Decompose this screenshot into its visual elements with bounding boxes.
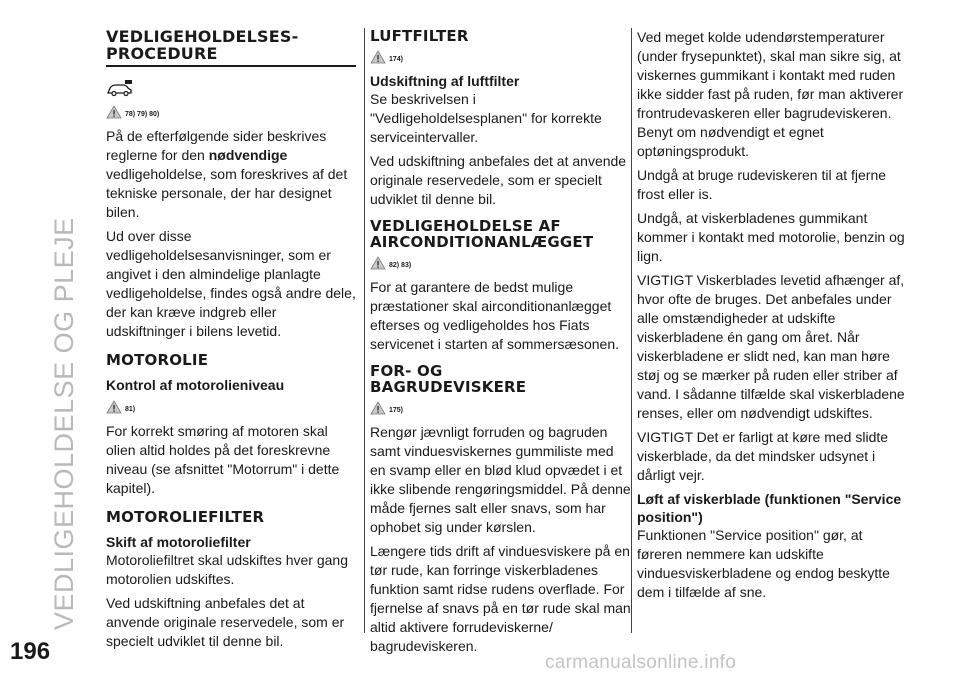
engine-oil-paragraph: For korrekt smøring af motoren skal olien altid holdes på det foreskrevne niveau (se afsnittet "Motorrum" i dette kapitel).: [106, 423, 340, 496]
warning-reference: [106, 103, 356, 121]
column-2: [370, 28, 632, 661]
maintenance-paragraph-1: [106, 127, 356, 222]
side-chapter-title-text: VEDLIGEHOLDELSE OG PLEJE: [48, 217, 79, 630]
engine-oil-title: MOTOROLIE: [106, 351, 209, 369]
text-span: På de efterfølgende sider beskrives reglerne for den: [106, 128, 327, 163]
air-filter-paragraph-2: Ved udskiftning anbefales det at anvende originale reservedele, som er specielt udviklet til denne bil.: [370, 153, 627, 207]
wipers-oil-paragraph: Undgå, at viskerbladenes gummikant kommer i kontakt med motorolie, benzin og lign.: [637, 210, 905, 264]
wipers-lifetime-paragraph: VIGTIGT Viskerblades levetid afhænger af, hvor ofte de bruges. Det anbefales under alle omstændigheder at udskifte viskerbladene én gang om året. Når viskerbladene er slidt ned, kan man høre støj og se mærker på ruden eller striber af vand. I sådanne tilfælde skal viskerbladene renses, eller om nødvendigt udskiftes.: [637, 272, 905, 421]
warning-reference: [370, 399, 632, 417]
warning-ref-text: 82) 83): [389, 261, 412, 269]
air-filter-title: LUFTFILTER: [370, 27, 469, 45]
maintenance-title: VEDLIGEHOLDELSES-PROCEDURE: [106, 27, 299, 63]
warning-triangle-icon: [106, 400, 122, 414]
wipers-cold-paragraph: Ved meget kolde udendørstemperaturer (under frysepunktet), skal man sikre sig, at viskernes gummikant i kontakt med ruden ikke sidder fast på ruden, før man aktiverer frontrudevaskeren eller bagrudeviskeren. Benyt om nødvendigt et egnet optøningsprodukt.: [637, 29, 904, 159]
oil-filter-subtitle: Skift af motoroliefilter: [106, 534, 251, 550]
warning-triangle-icon: [370, 50, 386, 64]
oil-filter-paragraph-1: Motoroliefiltret skal udskiftes hver gang motorolien udskiftes.: [106, 552, 348, 587]
warning-reference: [370, 48, 632, 66]
warning-ref-text: 81): [125, 405, 136, 413]
warning-triangle-icon: [370, 256, 386, 270]
oil-filter-title: MOTOROLIEFILTER: [106, 508, 265, 526]
ac-paragraph: For at garantere de bedst mulige præstationer skal airconditionanlægget efterses og vedligeholdes hos Fiats servicenet i starten af sommersæsonen.: [370, 279, 619, 352]
lift-wipers-paragraph: Funktionen "Service position" gør, at føreren nemmere kan udskifte vinduesviskerbladene og endog beskytte dem i tilfælde af sne.: [637, 527, 890, 600]
engine-oil-subtitle: Kontrol af motorolieniveau: [106, 377, 285, 393]
warning-triangle-icon: [370, 401, 386, 415]
maintenance-heading: [106, 28, 356, 67]
warning-triangle-icon: [106, 105, 122, 119]
oil-filter-paragraph-2: Ved udskiftning anbefales det at anvende originale reservedele, som er specielt udviklet til denne bil.: [106, 595, 345, 649]
warning-ref-text: 78) 79) 80): [125, 110, 160, 118]
lift-wipers-subtitle: Løft af viskerblade (funktionen "Service position"): [637, 491, 902, 525]
bold-span: nødvendige: [208, 147, 288, 163]
maintenance-paragraph-2: Ud over disse vedligeholdelsesanvisninger, som er angivet i den almindelige planlagte vedligeholdelse, findes også andre dele, der kan kræve indgreb eller udskiftninger i bilens levetid.: [106, 228, 356, 339]
ac-title: VEDLIGEHOLDELSE AF AIRCONDITIONANLÆGGET: [370, 217, 594, 251]
column-1: [106, 28, 356, 656]
warning-ref-text: 174): [389, 55, 404, 63]
warning-reference: [106, 398, 356, 416]
wipers-frost-paragraph: Undgå at bruge rudeviskeren til at fjerne frost eller is.: [637, 167, 887, 202]
text-span: vedligeholdelse, som foreskrives af det tekniske personale, der har designet bilen.: [106, 166, 348, 220]
warning-reference: [370, 254, 632, 272]
wipers-paragraph-2: Længere tids drift af vinduesviskere på en tør rude, kan forringe viskerbladenes funktion samt ridse rudens overflade. For fjernelse af snavs på en tør rude skal man altid aktivere forrudeviskerne/ bagrudeviskeren.: [370, 543, 631, 654]
air-filter-subtitle: Udskiftning af luftfilter: [370, 73, 520, 89]
watermark: carmanualsonline.info: [545, 652, 737, 673]
wipers-danger-paragraph: VIGTIGT Det er farligt at køre med slidte viskerblade, da det mindsker udsynet i dårligt vejr.: [637, 429, 889, 483]
page-number: 196: [10, 638, 51, 665]
air-filter-paragraph-1: Se beskrivelsen i "Vedligeholdelsesplanen" for korrekte serviceintervaller.: [370, 91, 602, 145]
car-service-icon: [106, 77, 356, 99]
wipers-title: FOR- OG BAGRUDEVISKERE: [370, 362, 527, 396]
wipers-paragraph-1: Rengør jævnligt forruden og bagruden samt vinduesviskernes gummiliste med en svamp eller en blød klud opvædet i et ikke slibende rengøringsmiddel. På denne måde fjernes salt eller snavs, som har ophobet sig under kørslen.: [370, 424, 631, 535]
side-chapter-title: [44, 30, 84, 630]
warning-ref-text: 175): [389, 406, 404, 414]
column-divider: [364, 28, 365, 633]
column-3: [637, 28, 907, 607]
